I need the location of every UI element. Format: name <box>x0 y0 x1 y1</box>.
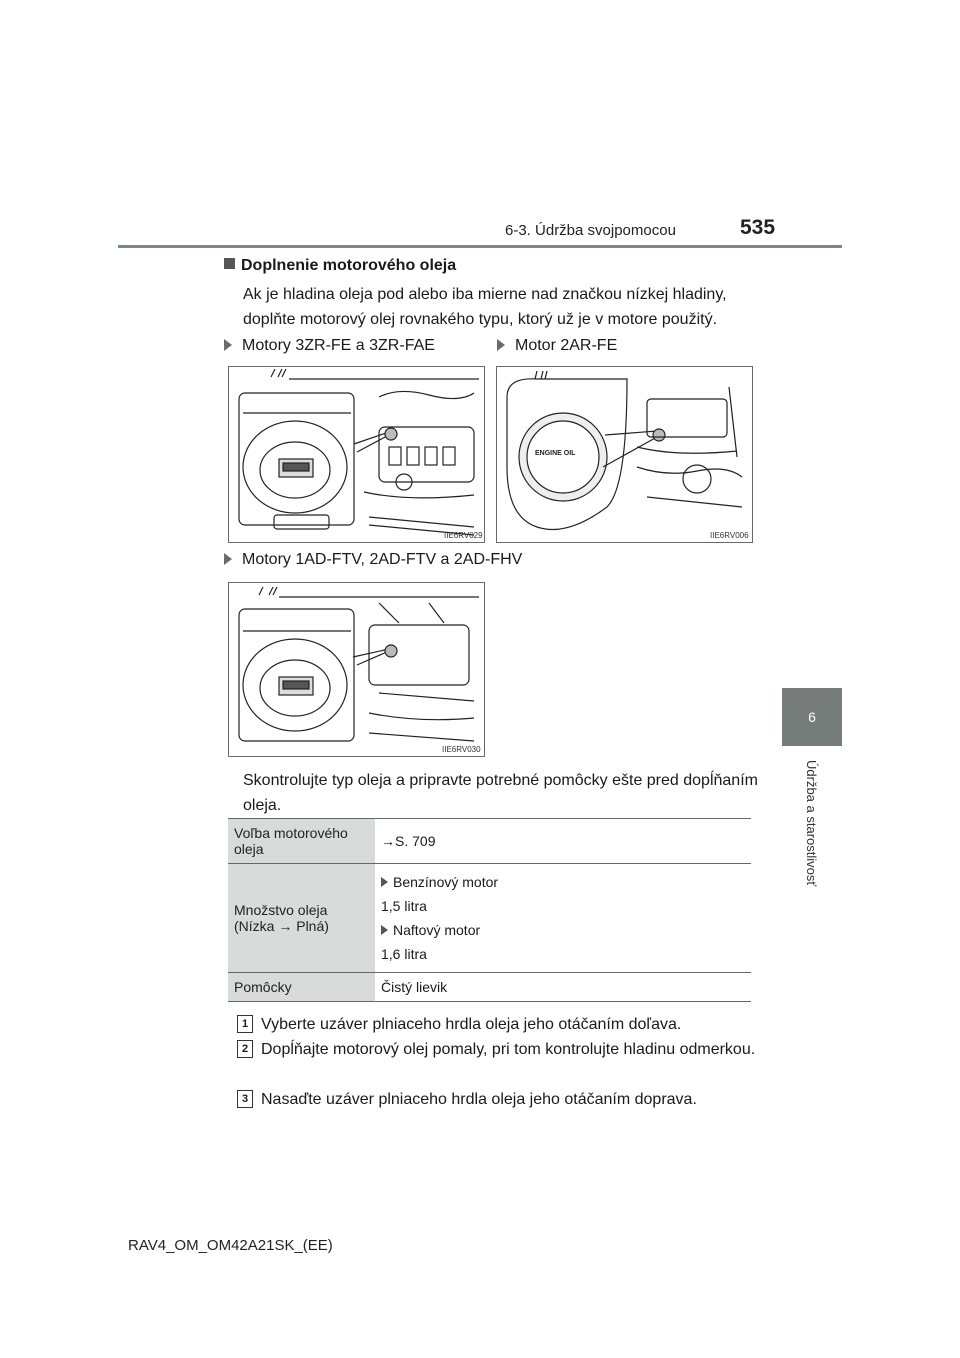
engine-label-3zr: Motory 3ZR-FE a 3ZR-FAE <box>224 337 435 355</box>
step-number: 1 <box>237 1015 253 1033</box>
figure-diesel-engine <box>228 582 485 757</box>
table-key: Voľba motorového oleja <box>228 819 375 864</box>
engine-illustration-diesel <box>229 583 484 756</box>
cap-label: ENGINE OIL <box>535 450 576 457</box>
chapter-title-vertical <box>804 760 824 920</box>
chapter-number: 6 <box>808 709 816 725</box>
step-number: 2 <box>237 1040 253 1058</box>
table-value: Čistý lievik <box>375 973 751 1002</box>
engine-illustration-2ar <box>497 367 752 542</box>
triangle-bullet-icon <box>381 925 388 935</box>
table-value: →S. 709 <box>375 819 751 864</box>
section-title-text: Doplnenie motorového oleja <box>241 257 457 274</box>
triangle-bullet-icon <box>224 339 232 351</box>
step-1: 1 Vyberte uzáver plniaceho hrdla oleja jeho otáčaním doľava. <box>237 1012 757 1037</box>
table-row <box>228 819 751 864</box>
engine-label-diesel: Motory 1AD-FTV, 2AD-FTV a 2AD-FHV <box>224 551 522 569</box>
table-key: Pomôcky <box>228 973 375 1002</box>
intro-paragraph: Ak je hladina oleja pod alebo iba mierne nad značkou nízkej hladiny, doplňte motorový olej rovnakého typu, ktorý už je v motore použitý. <box>243 286 727 328</box>
engine-illustration-3zr <box>229 367 484 542</box>
engine-label-2ar: Motor 2AR-FE <box>497 337 617 355</box>
step-3: 3 Nasaďte uzáver plniaceho hrdla oleja jeho otáčaním doprava. <box>237 1087 757 1112</box>
figure-3zr-engine <box>228 366 485 543</box>
section-title <box>224 257 456 275</box>
figure-code: IIE6RV006 <box>710 531 749 540</box>
oil-spec-table <box>228 818 751 1002</box>
chapter-title: Údržba a starostlivosť <box>804 760 819 887</box>
table-row <box>228 864 751 973</box>
step-2: 2 Dopĺňajte motorový olej pomaly, pri tom kontrolujte hladinu odmerkou. <box>237 1037 757 1062</box>
figure-2ar-engine <box>496 366 753 543</box>
page-number: 535 <box>740 216 776 239</box>
table-row <box>228 973 751 1002</box>
step-number: 3 <box>237 1090 253 1108</box>
square-bullet-icon <box>224 258 235 269</box>
triangle-bullet-icon <box>497 339 505 351</box>
section-header: 6-3. Údržba svojpomocou <box>505 222 676 239</box>
check-paragraph: Skontrolujte typ oleja a pripravte potrebné pomôcky ešte pred dopĺňaním oleja. <box>243 772 758 814</box>
chapter-tab <box>782 688 842 746</box>
figure-code: IIE6RV029 <box>444 531 483 540</box>
triangle-bullet-icon <box>381 877 388 887</box>
figure-code: IIE6RV030 <box>442 745 481 754</box>
triangle-bullet-icon <box>224 553 232 565</box>
table-key: Množstvo oleja (Nízka → Plná) <box>228 864 375 973</box>
table-value: Benzínový motor 1,5 litra Naftový motor 1,6 litra <box>375 864 751 973</box>
header-rule <box>118 245 842 248</box>
footer-code: RAV4_OM_OM42A21SK_(EE) <box>128 1237 333 1254</box>
